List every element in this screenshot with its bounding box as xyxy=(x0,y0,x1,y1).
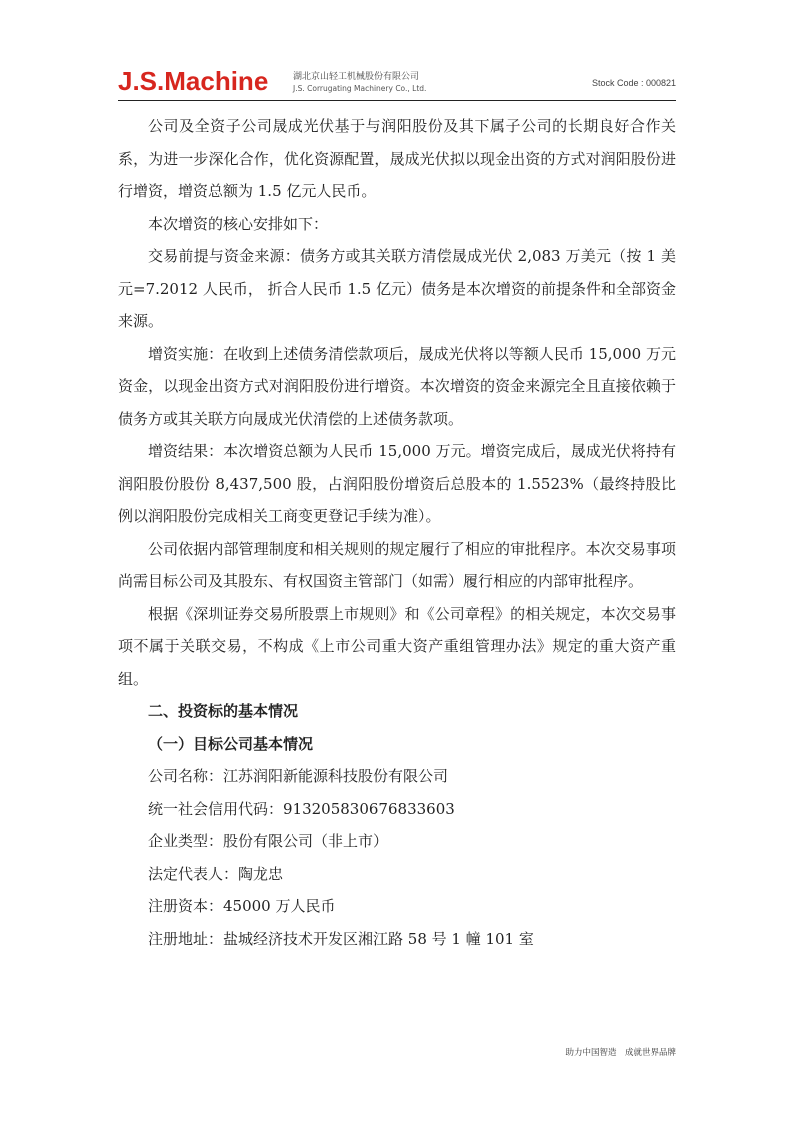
company-logo: J.S.Machine xyxy=(118,66,269,96)
paragraph: 公司及全资子公司晟成光伏基于与润阳股份及其下属子公司的长期良好合作关系，为进一步深化合作，优化资源配置，晟成光伏拟以现金出资的方式对润阳股份进行增资，增资总额为 1.5 亿元人民币。 xyxy=(118,117,676,200)
company-name-en: J.S. Corrugating Machinery Co., Ltd. xyxy=(293,84,427,93)
document-body xyxy=(118,110,676,955)
info-line: 统一社会信用代码：913205830676833603 xyxy=(148,799,455,818)
paragraph: 增资结果：本次增资总额为人民币 15,000 万元。增资完成后，晟成光伏将持有润阳股份股份 8,437,500 股，占润阳股份增资后总股本的 1.5523%（最终持股比例以润阳股份完成相关工商变更登记手续为准）。 xyxy=(118,442,676,525)
section-heading: 二、投资标的基本情况 xyxy=(148,702,299,720)
paragraph: 本次增资的核心安排如下： xyxy=(148,214,329,233)
info-line: 企业类型：股份有限公司（非上市） xyxy=(148,832,389,850)
info-line: 注册地址：盐城经济技术开发区湘江路 58 号 1 幢 101 室 xyxy=(148,929,534,948)
page-header xyxy=(118,66,676,98)
info-line: 法定代表人：陶龙忠 xyxy=(148,864,284,883)
info-line: 注册资本：45000 万人民币 xyxy=(148,897,336,915)
paragraph: 交易前提与资金来源：债务方或其关联方清偿晟成光伏 2,083 万美元（按 1 美元=7.2012 人民币， 折合人民币 1.5 亿元）债务是本次增资的前提条件和全部资金来源。 xyxy=(118,247,676,330)
paragraph: 增资实施：在收到上述债务清偿款项后，晟成光伏将以等额人民币 15,000 万元资金，以现金出资方式对润阳股份进行增资。本次增资的资金来源完全且直接依赖于债务方或其关联方向晟成光伏清偿的上述债务款项。 xyxy=(118,344,676,428)
company-name-cn: 湖北京山轻工机械股份有限公司 xyxy=(293,72,420,82)
company-name-block xyxy=(293,72,426,94)
info-line: 公司名称：江苏润阳新能源科技股份有限公司 xyxy=(148,767,449,785)
paragraph: 公司依据内部管理制度和相关规则的规定履行了相应的审批程序。本次交易事项尚需目标公司及其股东、有权国资主管部门（如需）履行相应的内部审批程序。 xyxy=(118,539,676,590)
paragraph: 根据《深圳证券交易所股票上市规则》和《公司章程》的相关规定，本次交易事项不属于关联交易，不构成《上市公司重大资产重组管理办法》规定的重大资产重组。 xyxy=(118,604,676,688)
header-divider xyxy=(118,100,676,101)
footer-slogan: 助力中国智造 成就世界品牌 xyxy=(565,1048,676,1058)
subsection-heading: （一）目标公司基本情况 xyxy=(148,734,314,753)
stock-code: Stock Code : 000821 xyxy=(591,78,676,88)
